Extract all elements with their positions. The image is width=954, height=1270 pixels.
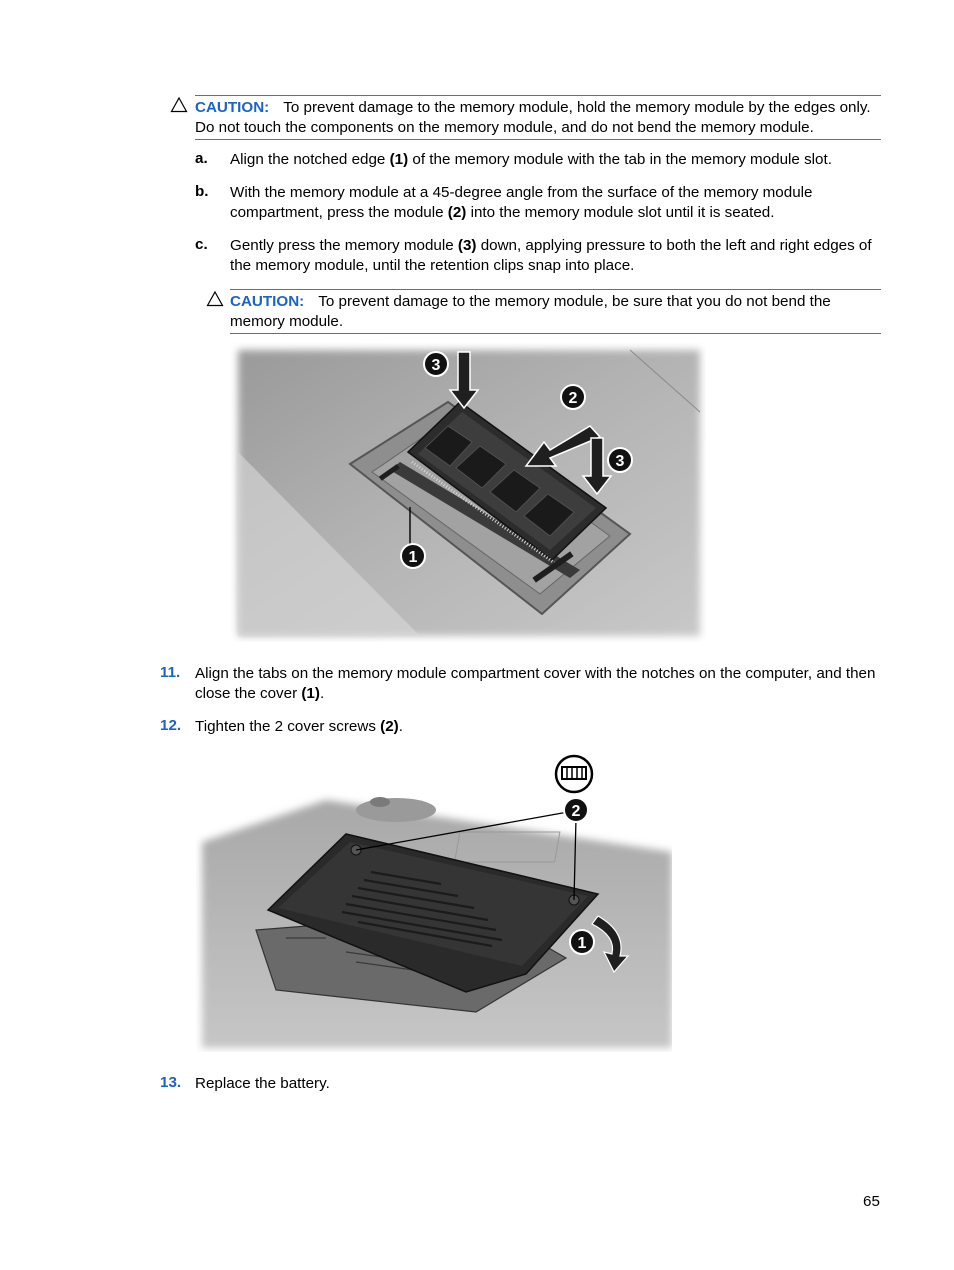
step-c-callout: (3) [457,237,477,254]
laptop-foot [356,798,436,822]
step-letter-b: b. [195,183,209,200]
caution-triangle-icon [206,290,224,308]
step-b-text: With the memory module at a 45-degree angle from the surface of the memory module compartment, press the module [230,184,813,221]
step-text-c [230,236,885,276]
figure-memory-module-insertion [230,342,706,642]
figure-compartment-cover [196,752,672,1052]
caution-triangle-icon [170,96,188,114]
step-a-text-end: of the memory module with the tab in the memory module slot. [408,151,832,168]
callout-number: 3 [615,453,625,470]
caution-text: To prevent damage to the memory module, be sure that you do not bend the memory module. [230,293,831,330]
step-text-b [230,183,870,223]
step-a-text: Align the notched edge [230,151,390,168]
step-text-11 [195,664,885,704]
step-letter-a: a. [195,150,208,167]
caution-text: To prevent damage to the memory module, hold the memory module by the edges only. Do not touch the components on the memory module, and do not bend the memory module. [195,99,871,136]
callout-number: 2 [571,803,581,820]
caution-box-2 [230,289,881,334]
step-11-text-end: . [319,685,325,702]
laptop-foot [370,797,390,807]
caution-label: CAUTION: [195,99,270,116]
step-c-text: Gently press the memory module [230,237,458,254]
callout-number: 3 [431,357,441,374]
step-11-callout: (1) [301,685,320,702]
callout-number: 1 [408,549,418,566]
step-b-text-end: into the memory module slot until it is seated. [466,204,775,221]
step-number-11: 11. [160,664,181,681]
step-12-callout: (2) [380,718,399,735]
step-text-13: Replace the battery. [195,1075,330,1092]
caution-box-1 [195,95,881,140]
callout-number: 2 [568,390,578,407]
step-a-callout: (1) [389,151,409,168]
step-c-text-end: down, applying pressure to both the left and right edges of the memory module, until the retention clips snap into place. [230,237,872,274]
step-12-text-end: . [398,718,403,735]
step-number-12: 12. [160,717,182,734]
step-11-text: Align the tabs on the memory module compartment cover with the notches on the computer, and then close the cover [195,665,876,702]
step-number-13: 13. [160,1074,182,1091]
step-text-a [230,150,885,170]
caution-label: CAUTION: [230,293,305,310]
page-number: 65 [863,1193,880,1210]
step-text-12 [195,717,885,737]
step-letter-c: c. [195,236,208,253]
step-b-callout: (2) [447,204,467,221]
step-12-text: Tighten the 2 cover screws [195,718,381,735]
callout-number: 1 [577,935,587,952]
